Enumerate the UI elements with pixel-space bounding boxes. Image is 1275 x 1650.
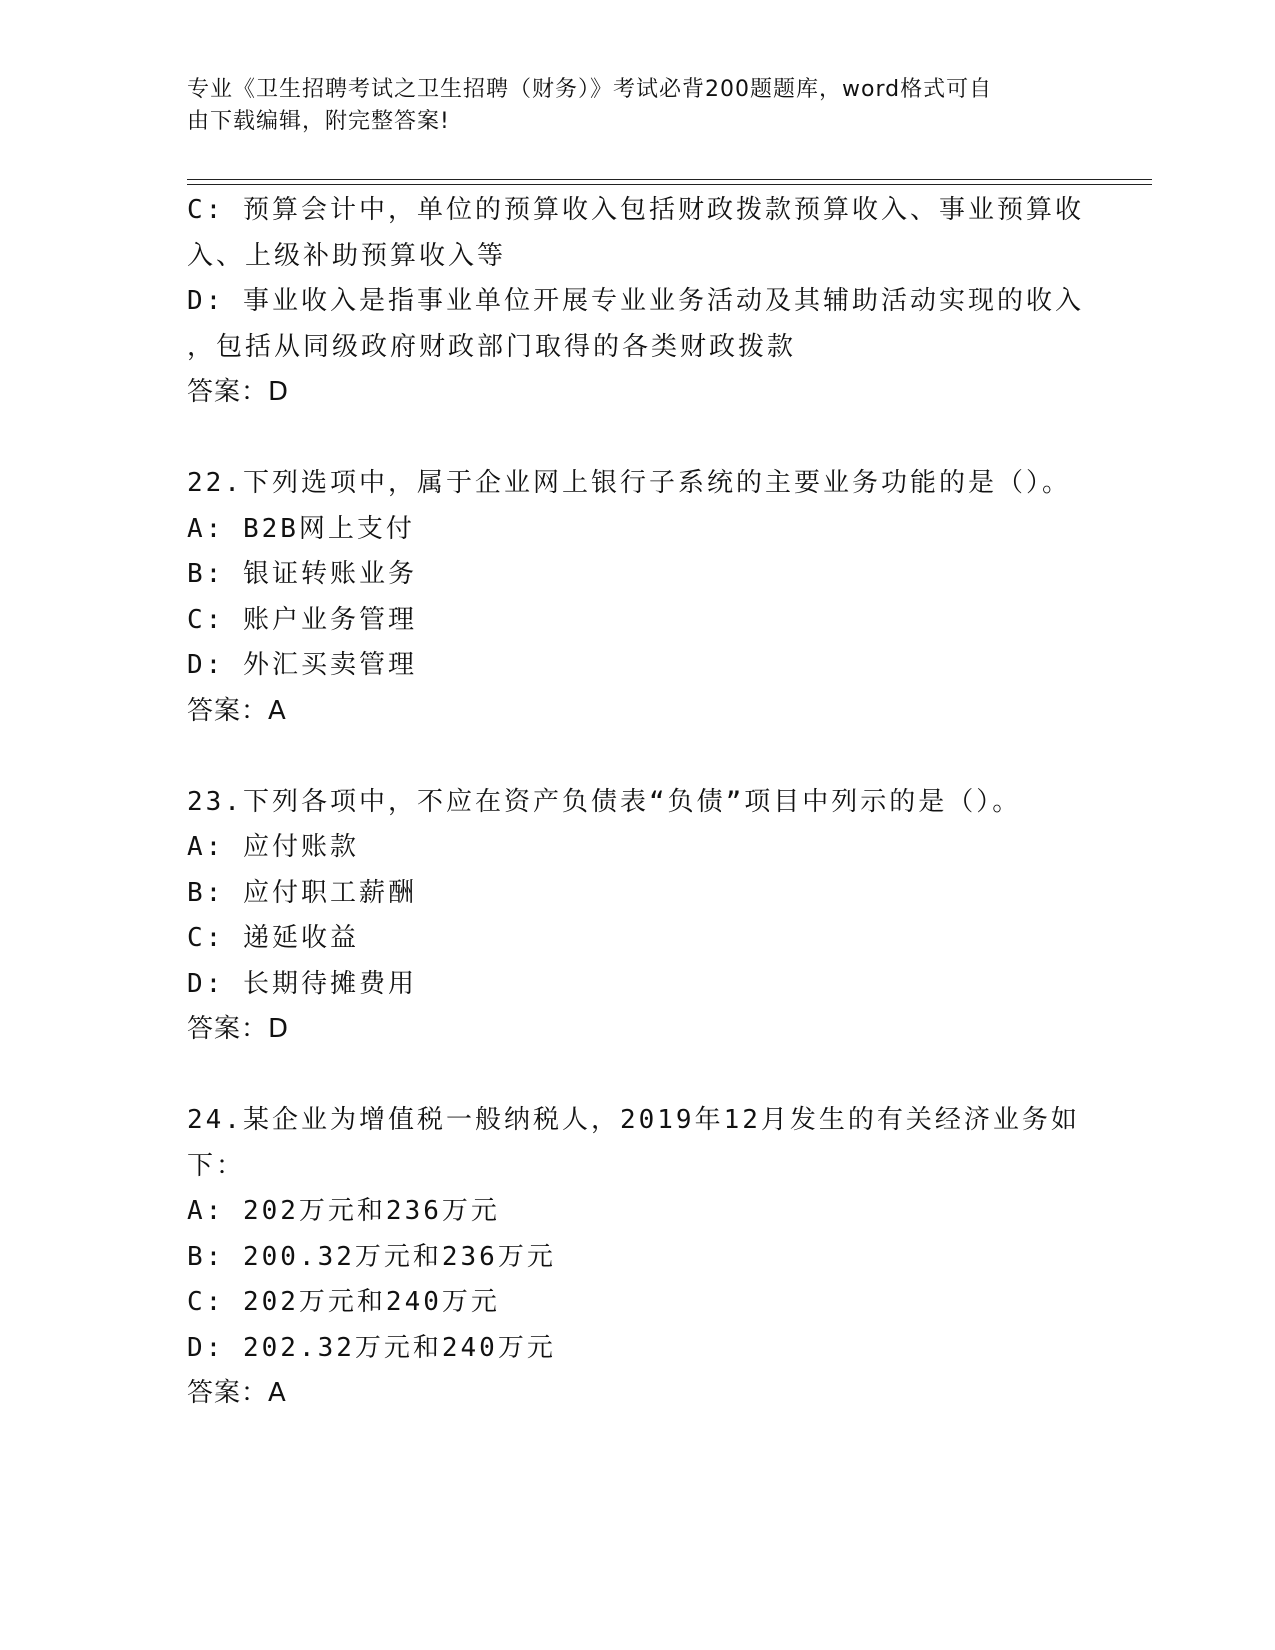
option-c: C: 202万元和240万元 [187,1287,500,1317]
spacer [187,416,1087,462]
answer-line: 答案：D [187,377,290,407]
option-c: C: 递延收益 [187,923,359,953]
question-stem: 23.下列各项中，不应在资产负债表“负债”项目中列示的是（）。 [187,786,1022,817]
header-divider-top [187,179,1152,180]
document-header [187,74,1067,138]
answer-line: 答案：A [187,1378,287,1408]
question-23 [187,780,1087,1053]
header-line-2: 由下载编辑，附完整答案! [187,109,450,134]
question-stem: 22.下列选项中，属于企业网上银行子系统的主要业务功能的是（）。 [187,468,1071,498]
spacer [187,1053,1087,1099]
document-body [187,188,1087,1417]
option-b: B: 200.32万元和236万元 [187,1241,556,1272]
option-d: D: 长期待摊费用 [187,968,417,999]
option-a: A: B2B网上支付 [187,513,415,544]
option-b: B: 银证转账业务 [187,559,417,589]
option-d-continuation: ，包括从同级政府财政部门取得的各类财政拨款 [187,331,797,362]
option-b: B: 应付职工薪酬 [187,877,417,908]
option-d: D: 事业收入是指事业单位开展专业业务活动及其辅助活动实现的收入 [187,286,1084,316]
question-stem: 24.某企业为增值税一般纳税人，2019年12月发生的有关经济业务如 [187,1105,1080,1135]
option-c: C: 预算会计中，单位的预算收入包括财政拨款预算收入、事业预算收 [187,195,1084,225]
option-d: D: 外汇买卖管理 [187,650,417,680]
option-d: D: 202.32万元和240万元 [187,1332,556,1363]
option-c: C: 账户业务管理 [187,604,417,635]
question-24 [187,1098,1087,1417]
question-21-tail [187,188,1087,416]
header-divider-bottom [187,184,1152,185]
answer-line: 答案：A [187,695,287,726]
option-c-continuation: 入、上级补助预算收入等 [187,240,507,271]
question-22 [187,461,1087,734]
header-line-1: 专业《卫生招聘考试之卫生招聘（财务）》考试必背200题题库，word格式可自 [187,77,993,102]
spacer [187,734,1087,780]
option-a: A: 202万元和236万元 [187,1196,500,1226]
answer-line: 答案：D [187,1014,290,1044]
option-a: A: 应付账款 [187,832,359,862]
question-stem-continuation: 下： [187,1150,246,1181]
